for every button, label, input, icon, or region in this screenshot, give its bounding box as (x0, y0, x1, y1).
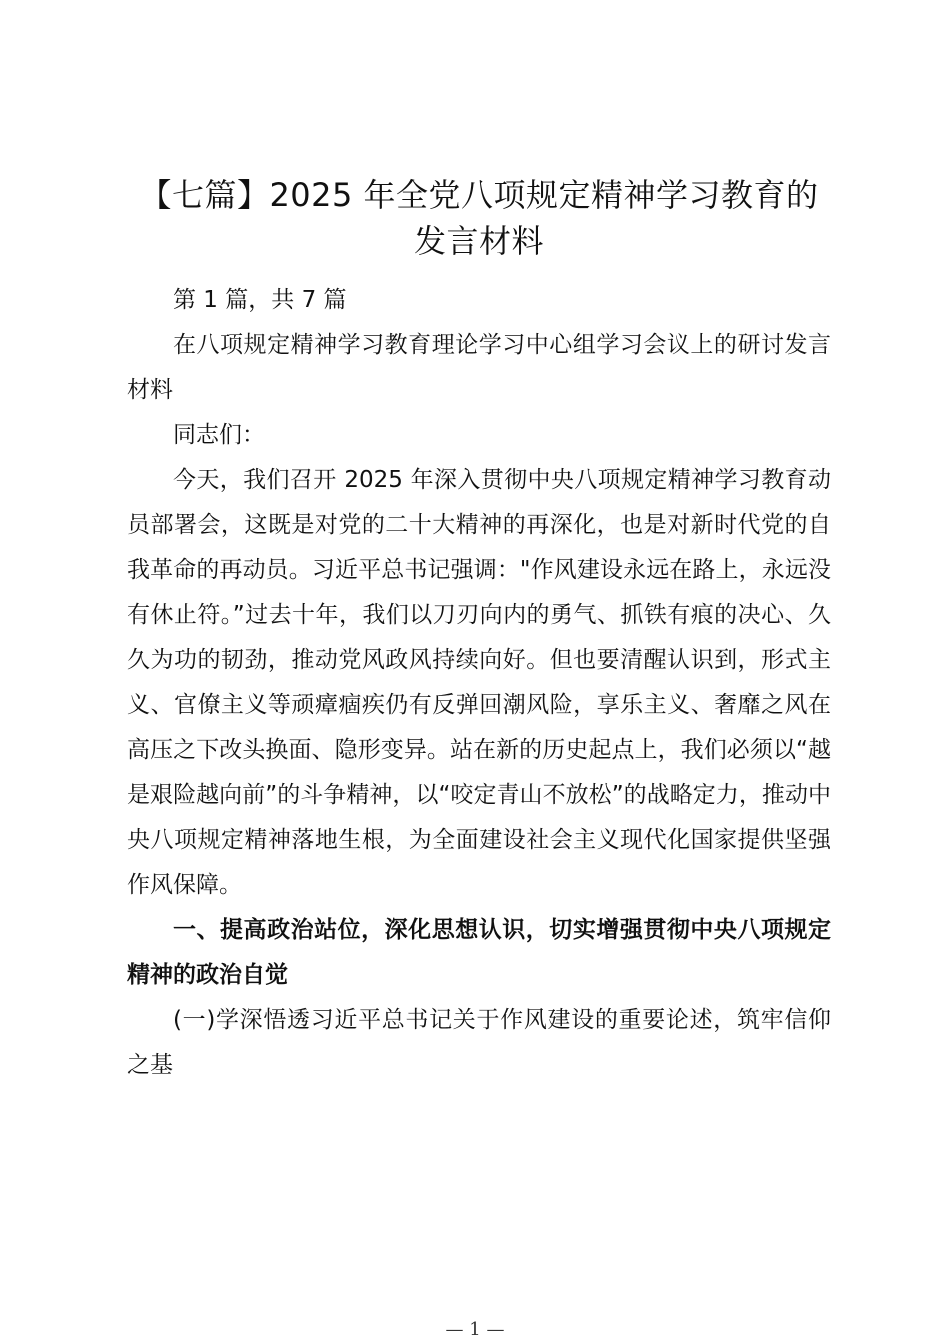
section-heading: 一、提高政治站位，深化思想认识，切实增强贯彻中央八项规定精神的政治自觉 (127, 917, 831, 988)
subsection-heading: (一)学深悟透习近平总书记关于作风建设的重要论述，筑牢信仰之基 (127, 1007, 831, 1078)
document-body (127, 172, 831, 1088)
paragraph-salutation: 同志们： (173, 422, 265, 448)
paragraph-article-count: 第 1 篇，共 7 篇 (173, 287, 347, 313)
document-title: 【七篇】2025 年全党八项规定精神学习教育的发言材料 (139, 176, 819, 260)
paragraph-body: 今天，我们召开 2025 年深入贯彻中央八项规定精神学习教育动员部署会，这既是对党的二十大精神的再深化，也是对新时代党的自我革命的再动员。习近平总书记强调："作风建设永远在路上，永远没有休止符。”过去十年，我们以刀刃向内的勇气、抓铁有痕的决心、久久为功的韧劲，推动党风政风持续向好。但也要清醒认识到，形式主义、官僚主义等顽瘴痼疾仍有反弹回潮风险，享乐主义、奢靡之风在高压之下改头换面、隐形变异。站在新的历史起点上，我们必须以“越是艰险越向前”的斗争精神，以“咬定青山不放松”的战略定力，推动中央八项规定精神落地生根，为全面建设社会主义现代化国家提供坚强作风保障。 (127, 467, 831, 898)
page-number: — 1 — (445, 1319, 505, 1340)
paragraph-subtitle: 在八项规定精神学习教育理论学习中心组学习会议上的研讨发言材料 (127, 332, 831, 403)
